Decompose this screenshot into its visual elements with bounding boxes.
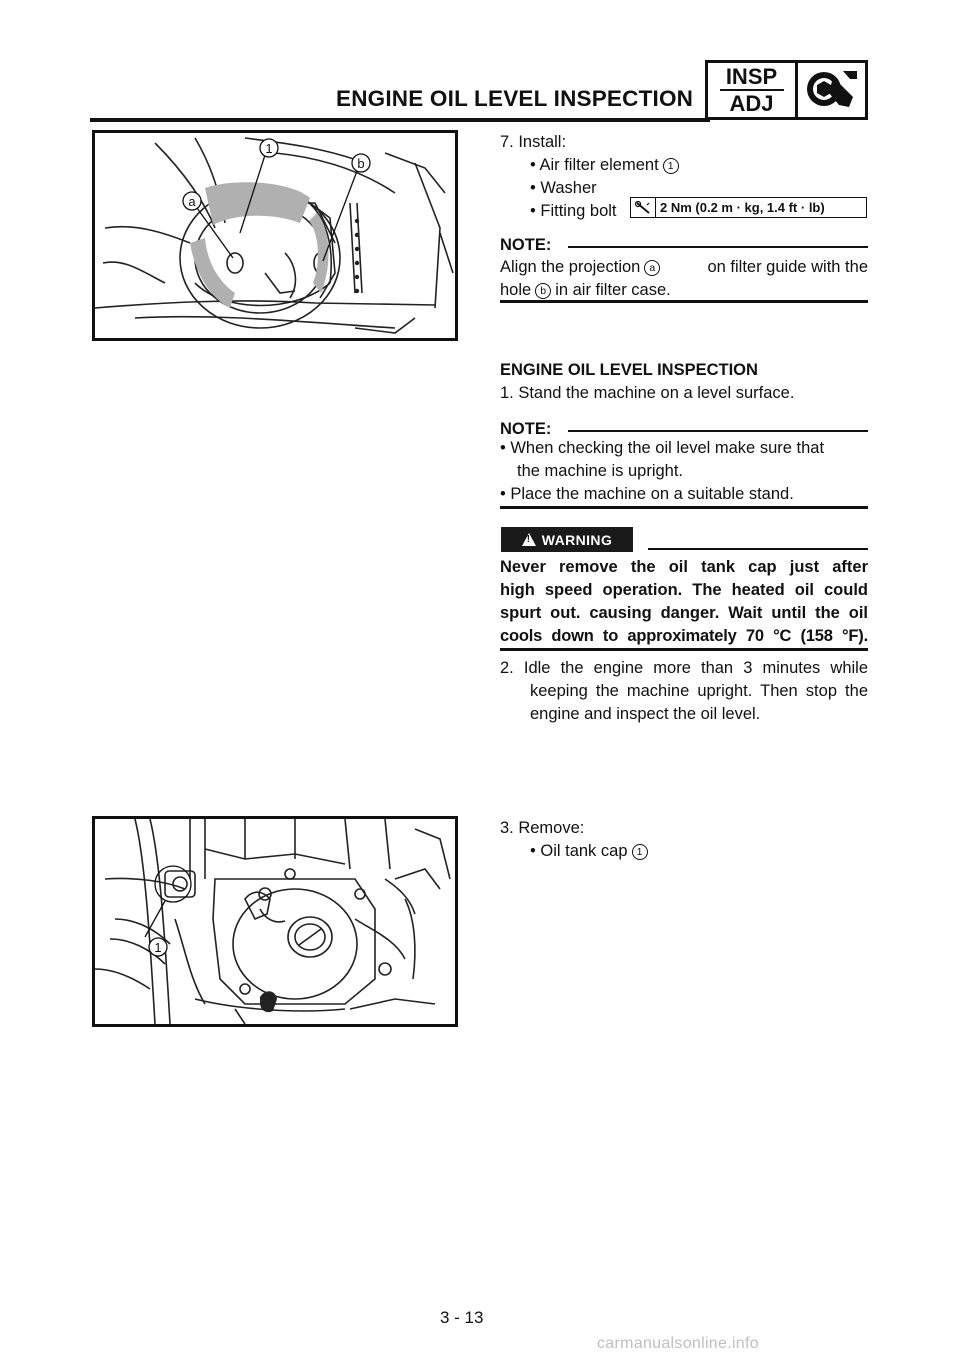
- page-number: 3 - 13: [440, 1308, 484, 1327]
- step7-item-label: Fitting bolt: [540, 202, 617, 220]
- step2-line-1: 2. Idle the engine more than 3 minutes while: [500, 659, 868, 677]
- figure1-callout-a: a: [188, 194, 196, 209]
- ref-circle-1: 1: [632, 844, 648, 860]
- note2-bottom-rule: [500, 506, 868, 509]
- warning-bottom-rule: [500, 648, 868, 651]
- badge-text: [708, 63, 798, 117]
- engine-oil-cap-figure: [92, 816, 458, 1027]
- note1-text-d: in air filter case.: [555, 281, 671, 299]
- note1-text: [500, 255, 660, 279]
- ref-circle-1: 1: [663, 158, 679, 174]
- note2-bullet2: • Place the machine on a suitable stand.: [500, 485, 794, 503]
- step2-line-3: engine and inspect the oil level.: [530, 705, 761, 723]
- warning-triangle-icon: [522, 533, 536, 546]
- step2-line-2: keeping the machine upright. Then stop the: [530, 682, 868, 700]
- note1-label: NOTE:: [500, 236, 552, 254]
- step3-item-label: Oil tank cap: [540, 842, 628, 860]
- warning-top-rule: [648, 548, 868, 550]
- note1-text-b: on filter guide with the: [707, 258, 868, 276]
- step7-title: 7. Install:: [500, 133, 567, 151]
- figure1-callout-b: b: [357, 156, 365, 171]
- step3-title: 3. Remove:: [500, 819, 585, 837]
- torque-spec-box: [630, 197, 867, 218]
- warning-line-1: Never remove the oil tank cap just after: [500, 558, 868, 576]
- note2-bullet1-line1: [500, 436, 868, 460]
- torque-value: 2 Nm (0.2 m · kg, 1.4 ft · lb): [660, 200, 825, 215]
- wrench-gear-icon: [798, 63, 865, 117]
- step7-item-fitting-bolt: • Fitting bolt: [530, 202, 617, 220]
- badge-line-insp: INSP: [725, 64, 778, 89]
- ref-circle-a: a: [644, 260, 660, 276]
- note1-line2: [500, 278, 671, 302]
- warning-line-4: cools down to approximately 70 °C (158 °F).: [500, 627, 868, 645]
- note1-line1: [500, 255, 868, 279]
- warning-line-2: high speed operation. The heated oil could: [500, 581, 868, 599]
- section-title: ENGINE OIL LEVEL INSPECTION: [500, 361, 758, 379]
- warning-badge: [501, 527, 633, 552]
- note1-text-a: Align the projection: [500, 258, 641, 276]
- note2-top-rule: [568, 430, 868, 432]
- section-badge: [705, 60, 868, 120]
- engine-illustration: [95, 819, 455, 1024]
- badge-line-adj: ADJ: [729, 91, 774, 116]
- note2-bullet1-line2: the machine is upright.: [517, 462, 684, 480]
- air-filter-figure: [92, 130, 458, 341]
- step3-item: • Oil tank cap 1: [530, 839, 648, 863]
- page-header-title: ENGINE OIL LEVEL INSPECTION: [336, 86, 694, 111]
- note2-label: NOTE:: [500, 420, 552, 438]
- warning-line-3: spurt out. causing danger. Wait until the oil: [500, 604, 868, 622]
- step1-text: 1. Stand the machine on a level surface.: [500, 384, 795, 402]
- step7-item-label: Air filter element: [539, 156, 659, 174]
- step7-item-washer: • Washer: [530, 179, 597, 197]
- step7-item-air-filter: • Air filter element 1: [530, 153, 679, 177]
- note1-text-c: hole: [500, 281, 532, 299]
- header-rule: [90, 118, 710, 122]
- note1-bottom-rule: [500, 300, 868, 303]
- torque-wrench-icon: [631, 198, 656, 217]
- warning-label: WARNING: [541, 531, 613, 548]
- step7-item-label: Washer: [540, 179, 597, 197]
- note1-top-rule: [568, 246, 868, 248]
- air-filter-illustration: [95, 133, 455, 338]
- figure1-callout-1: 1: [265, 141, 273, 156]
- watermark: carmanualsonline.info: [597, 1335, 759, 1352]
- figure2-callout-1: 1: [154, 940, 162, 955]
- ref-circle-b: b: [535, 283, 551, 299]
- note2-bullet1-text: • When checking the oil level make sure that: [500, 439, 825, 457]
